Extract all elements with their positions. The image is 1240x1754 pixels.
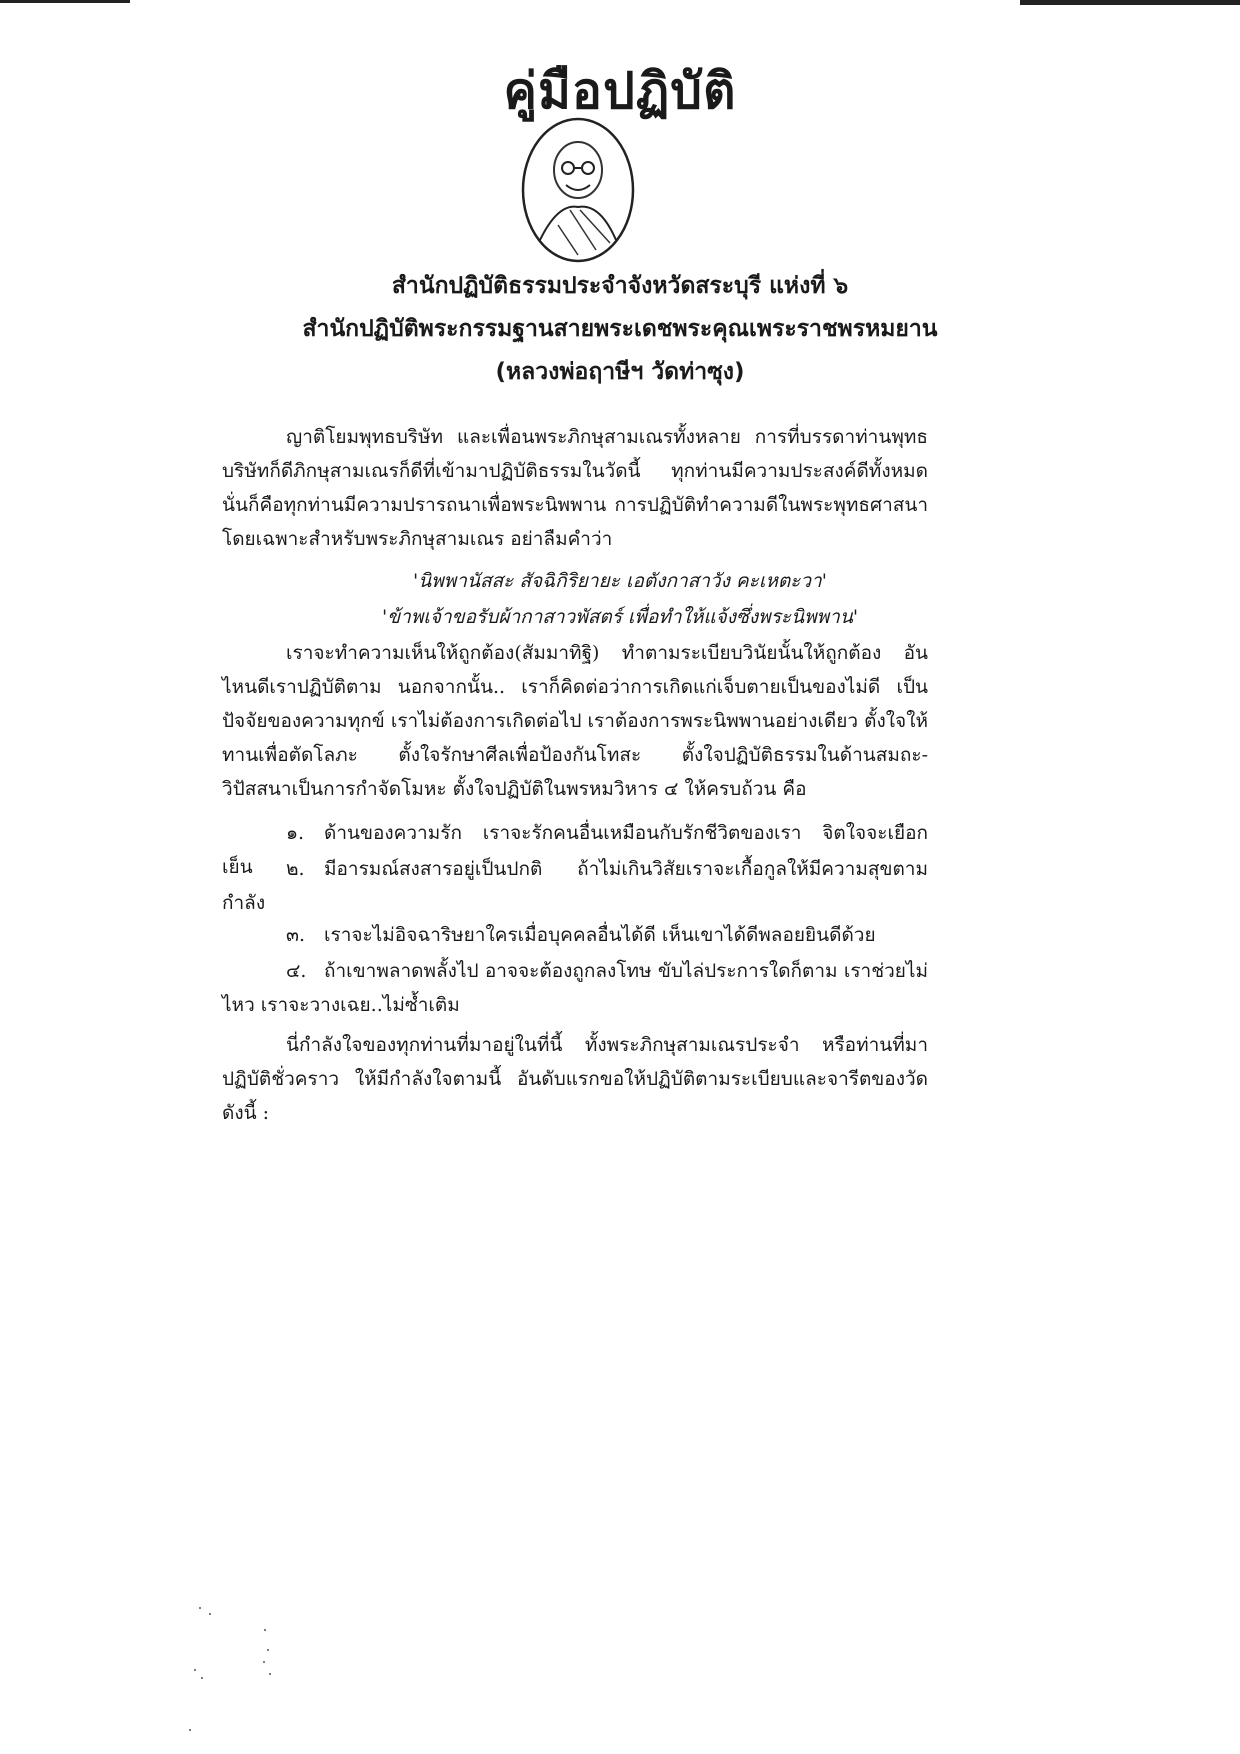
list-item-2 — [222, 852, 928, 920]
heading-office-saraburi: สำนักปฏิบัติธรรมประจำจังหวัดสระบุรี แห่งที่ ๖ — [391, 273, 849, 299]
scan-specks — [180, 1600, 300, 1740]
closing-paragraph: นี่กำลังใจของทุกท่านที่มาอยู่ในที่นี้ ทั้งพระภิกษุสามเณรประจำ หรือท่านที่มาปฏิบัติชั่วคราว ให้มีกำลังใจตามนี้ อันดับแรกขอให้ปฏิบัติตามระเบียบและจารีตของวัดดังนี้ : — [222, 1034, 928, 1124]
list-item-number: ๓. — [286, 924, 306, 946]
list-item-text: เราจะไม่อิจฉาริษยาใครเมื่อบุคคลอื่นได้ดี เห็นเขาได้ดีพลอยยินดีด้วย — [324, 924, 876, 946]
list-item-text: ด้านของความรัก เราจะรักคนอื่นเหมือนกับรักชีวิตของเรา จิตใจจะเยือกเย็น — [222, 822, 928, 878]
list-item-4 — [222, 954, 928, 1022]
intro-paragraph: ญาติโยมพุทธบริษัท และเพื่อนพระภิกษุสามเณรทั้งหลาย การที่บรรดาท่านพุทธบริษัทก็ดีภิกษุสามเณรก็ดีที่เข้ามาปฏิบัติธรรมในวัดนี้ ทุกท่านมีความประสงค์ดีทั้งหมด นั่นก็คือทุกท่านมีความปรารถนาเพื่อพระนิพพาน การปฏิบัติทำความดีในพระพุทธศาสนาโดยเฉพาะสำหรับพระภิกษุสามเณร อย่าลืมคำว่า — [222, 426, 928, 550]
list-item-number: ๒. — [286, 858, 305, 880]
document-title: คู่มือปฏิบัติ — [503, 62, 737, 120]
body-paragraph: เราจะทำความเห็นให้ถูกต้อง(สัมมาทิฐิ) ทำตามระเบียบวินัยนั้นให้ถูกต้อง อันไหนดีเราปฏิบัติตาม นอกจากนั้น.. เราก็คิดต่อว่าการเกิดแก่เจ็บตายเป็นของไม่ดี เป็นปัจจัยของความทุกข์ เราไม่ต้องการเกิดต่อไป เราต้องการพระนิพพานอย่างเดียว ตั้งใจให้ทานเพื่อตัดโลภะ ตั้งใจรักษาศีลเพื่อป้องกันโทสะ ตั้งใจปฏิบัติธรรมในด้านสมถะ-วิปัสสนาเป็นการกำจัดโมหะ ตั้งใจปฏิบัติในพรหมวิหาร ๔ ให้ครบถ้วน คือ — [222, 642, 928, 800]
list-item-number: ๔. — [286, 960, 307, 982]
thai-quote: 'ข้าพเจ้าขอรับผ้ากาสาวพัสตร์ เพื่อทำให้แจ้งซึ่งพระนิพพาน' — [381, 606, 859, 628]
list-item-3 — [222, 918, 928, 952]
heading-meditation-lineage: สำนักปฏิบัติพระกรรมฐานสายพระเดชพระคุณเพระราชพรหมยาน — [302, 316, 938, 342]
list-item-number: ๑. — [286, 822, 305, 844]
scan-edge-mark-left — [0, 0, 130, 3]
list-item-text: ถ้าเขาพลาดพลั้งไป อาจจะต้องถูกลงโทษ ขับไล่ประการใดก็ตาม เราช่วยไม่ไหว เราจะวางเฉย..ไม่ซ้ำเติม — [222, 960, 928, 1016]
heading-luang-pho: (หลวงพ่อฤาษีฯ วัดท่าซุง) — [495, 359, 745, 385]
list-item-text: มีอารมณ์สงสารอยู่เป็นปกติ ถ้าไม่เกินวิสัยเราจะเกื้อกูลให้มีความสุขตามกำลัง — [222, 858, 928, 914]
monk-portrait-icon — [518, 115, 638, 265]
pali-quote: 'นิพพานัสสะ สัจฉิกิริยายะ เอตังกาสาวัง คะเหตะวา' — [413, 570, 827, 592]
scan-edge-mark-right — [1020, 0, 1240, 5]
